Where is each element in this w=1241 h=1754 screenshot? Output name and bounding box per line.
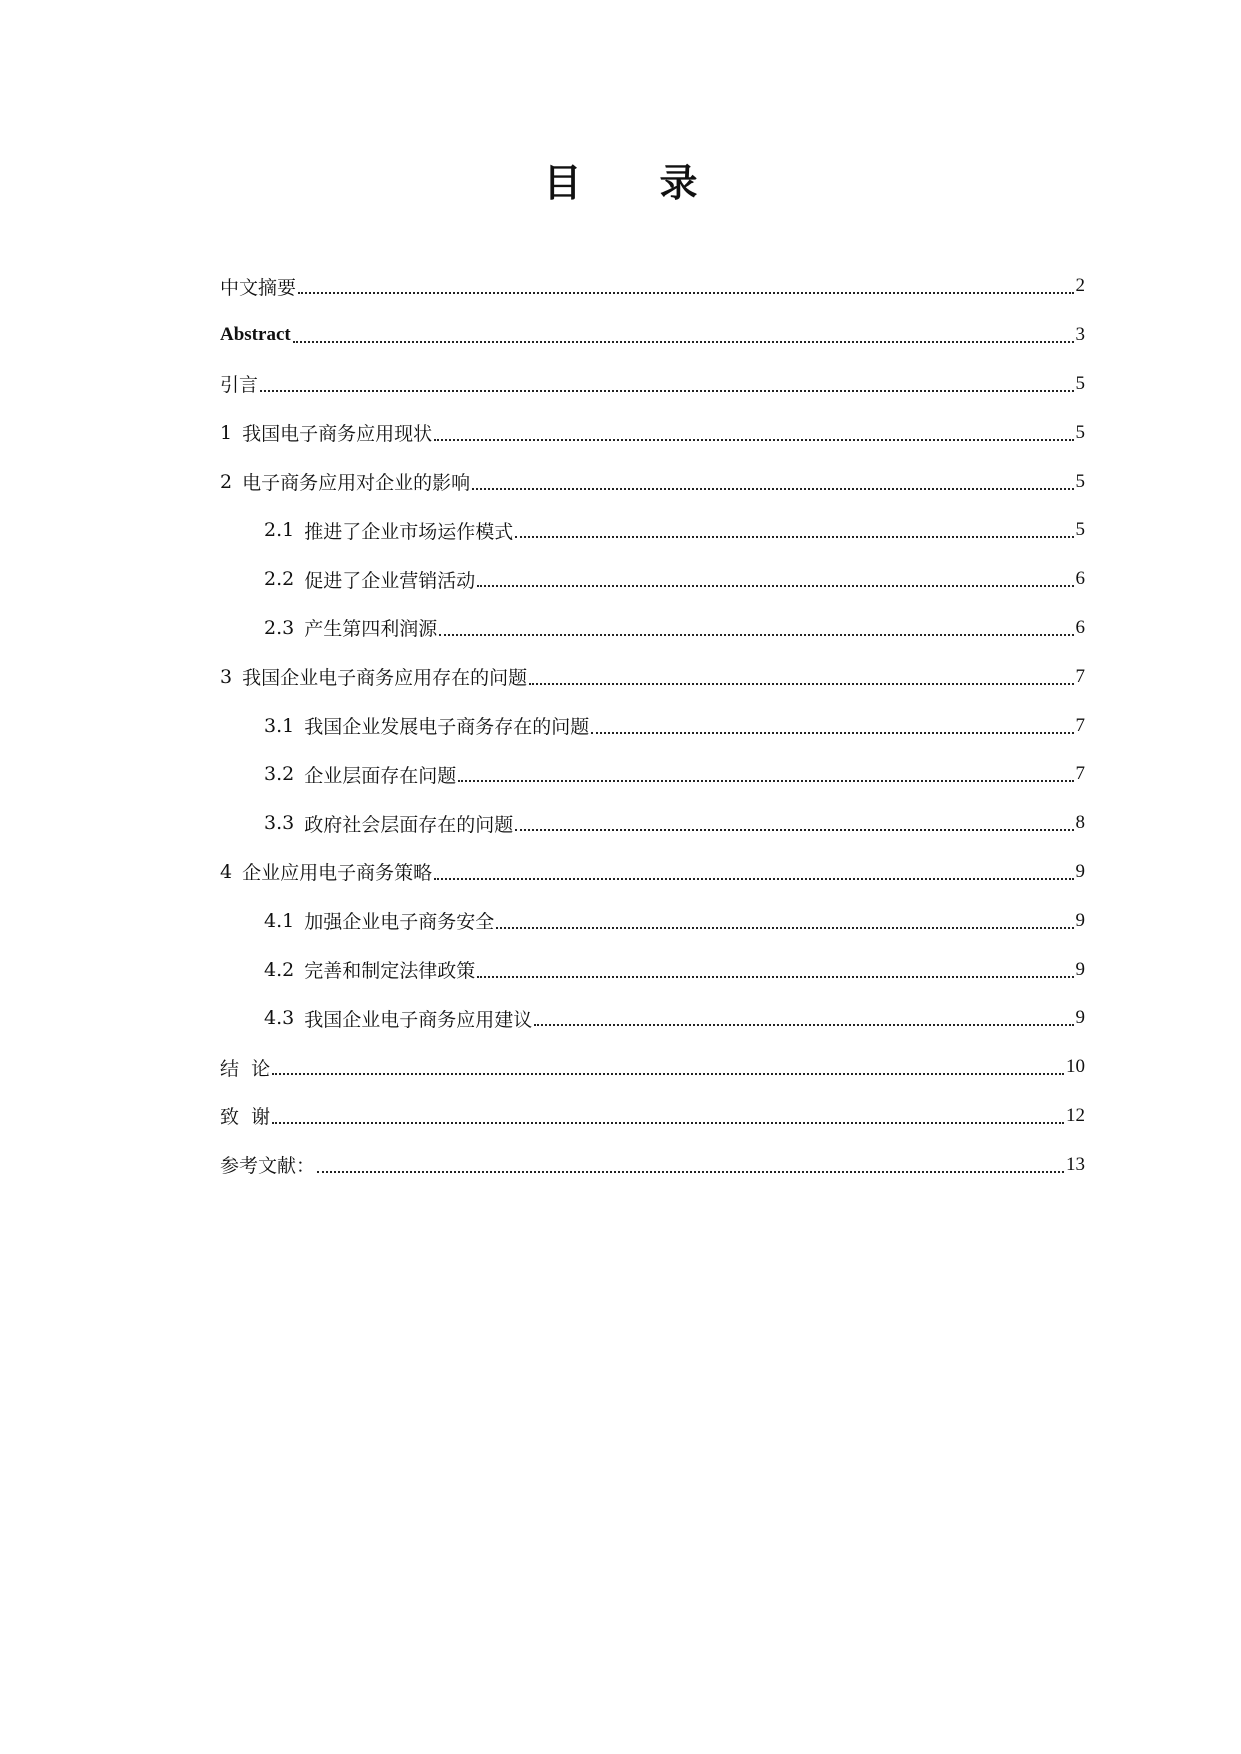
toc-entry-page-number: 9 <box>1075 860 1085 882</box>
toc-leader-dots <box>496 927 1073 929</box>
toc-entry-page-number: 9 <box>1075 1007 1085 1029</box>
toc-entry-number: 4.3 <box>264 1007 295 1030</box>
toc-leader-dots <box>317 1171 1064 1173</box>
toc-entry[interactable] <box>220 408 1085 457</box>
toc-leader-dots <box>298 292 1073 294</box>
toc-leader-dots <box>515 829 1073 831</box>
toc-entry[interactable] <box>220 994 1085 1043</box>
toc-entry-page-number: 9 <box>1075 958 1085 980</box>
toc-leader-dots <box>477 585 1073 587</box>
toc-leader-dots <box>272 1122 1064 1124</box>
toc-entry[interactable] <box>220 1043 1085 1092</box>
toc-leader-dots <box>515 536 1073 538</box>
toc-leader-dots <box>529 683 1073 685</box>
toc-entry-number: 3.3 <box>264 812 295 835</box>
toc-entry[interactable] <box>220 701 1085 750</box>
toc-entry-page-number: 7 <box>1075 714 1085 736</box>
toc-entry-page-number: 5 <box>1075 421 1085 443</box>
toc-entry-page-number: 3 <box>1075 324 1085 346</box>
toc-entry-page-number: 7 <box>1075 763 1085 785</box>
toc-entry[interactable] <box>220 311 1085 360</box>
toc-leader-dots <box>591 732 1073 734</box>
table-of-contents <box>220 262 1085 1189</box>
toc-entry[interactable] <box>220 1092 1085 1141</box>
toc-entry-page-number: 5 <box>1075 470 1085 492</box>
toc-entry[interactable] <box>220 506 1085 555</box>
toc-entry[interactable] <box>220 360 1085 409</box>
toc-entry-label: 企业应用电子商务策略 <box>242 862 433 885</box>
toc-entry[interactable] <box>220 457 1085 506</box>
toc-entry-number: 4.2 <box>264 958 295 981</box>
toc-entry-label: 加强企业电子商务安全 <box>304 911 495 934</box>
toc-entry-label: 参考文献： <box>220 1155 316 1178</box>
toc-entry-label: 企业层面存在问题 <box>304 764 457 787</box>
toc-entry-page-number: 8 <box>1075 812 1085 834</box>
toc-entry-page-number: 6 <box>1075 568 1085 590</box>
toc-entry-label: Abstract <box>220 324 291 346</box>
toc-entry-label: 我国企业电子商务应用存在的问题 <box>242 667 528 690</box>
toc-entry-page-number: 13 <box>1066 1153 1085 1175</box>
toc-entry-page-number: 6 <box>1075 616 1085 638</box>
toc-leader-dots <box>477 976 1073 978</box>
toc-entry-number: 2.3 <box>264 616 295 639</box>
toc-entry-number: 3 <box>220 665 233 688</box>
toc-entry-number: 2.2 <box>264 568 295 591</box>
toc-title-char-2: 录 <box>659 160 698 205</box>
toc-entry-label: 我国企业电子商务应用建议 <box>304 1008 533 1031</box>
toc-entry-label: 致 谢 <box>220 1106 271 1129</box>
toc-entry-label: 我国电子商务应用现状 <box>242 423 433 446</box>
toc-entry-page-number: 7 <box>1075 665 1085 687</box>
toc-entry-page-number: 5 <box>1075 372 1085 394</box>
toc-entry-page-number: 12 <box>1066 1104 1085 1126</box>
toc-entry[interactable] <box>220 604 1085 653</box>
toc-entry[interactable] <box>220 945 1085 994</box>
toc-leader-dots <box>439 634 1073 636</box>
toc-leader-dots <box>472 488 1073 490</box>
toc-entry-page-number: 10 <box>1066 1056 1085 1078</box>
toc-entry[interactable] <box>220 799 1085 848</box>
toc-entry-label: 产生第四利润源 <box>304 618 438 641</box>
toc-entry-label: 政府社会层面存在的问题 <box>304 813 514 836</box>
toc-entry[interactable] <box>220 652 1085 701</box>
toc-entry-label: 中文摘要 <box>220 276 297 299</box>
toc-leader-dots <box>434 439 1073 441</box>
toc-entry-label: 促进了企业营销活动 <box>304 569 476 592</box>
toc-title-char-1: 目 <box>543 160 582 205</box>
toc-entry-page-number: 9 <box>1075 909 1085 931</box>
toc-entry-number: 3.1 <box>264 714 295 737</box>
toc-leader-dots <box>293 341 1074 343</box>
toc-entry-label: 结 论 <box>220 1057 271 1080</box>
toc-entry-number: 2.1 <box>264 519 295 542</box>
toc-entry[interactable] <box>220 750 1085 799</box>
toc-entry[interactable] <box>220 896 1085 945</box>
toc-entry[interactable] <box>220 848 1085 897</box>
toc-entry-number: 4 <box>220 860 233 883</box>
toc-title <box>0 152 1241 207</box>
toc-entry[interactable] <box>220 1140 1085 1189</box>
toc-entry-label: 推进了企业市场运作模式 <box>304 520 514 543</box>
toc-entry-label: 完善和制定法律政策 <box>304 960 476 983</box>
toc-leader-dots <box>272 1073 1064 1075</box>
toc-entry-number: 3.2 <box>264 763 295 786</box>
toc-entry-label: 电子商务应用对企业的影响 <box>242 472 471 495</box>
toc-entry[interactable] <box>220 262 1085 311</box>
toc-entry-page-number: 5 <box>1075 519 1085 541</box>
toc-entry[interactable] <box>220 555 1085 604</box>
toc-entry-label: 我国企业发展电子商务存在的问题 <box>304 716 590 739</box>
toc-leader-dots <box>434 878 1073 880</box>
toc-entry-label: 引言 <box>220 374 259 397</box>
toc-leader-dots <box>260 390 1073 392</box>
toc-leader-dots <box>458 780 1073 782</box>
toc-leader-dots <box>534 1024 1073 1026</box>
toc-entry-number: 1 <box>220 421 233 444</box>
toc-entry-number: 2 <box>220 470 233 493</box>
toc-entry-number: 4.1 <box>264 909 295 932</box>
toc-entry-page-number: 2 <box>1075 275 1085 297</box>
